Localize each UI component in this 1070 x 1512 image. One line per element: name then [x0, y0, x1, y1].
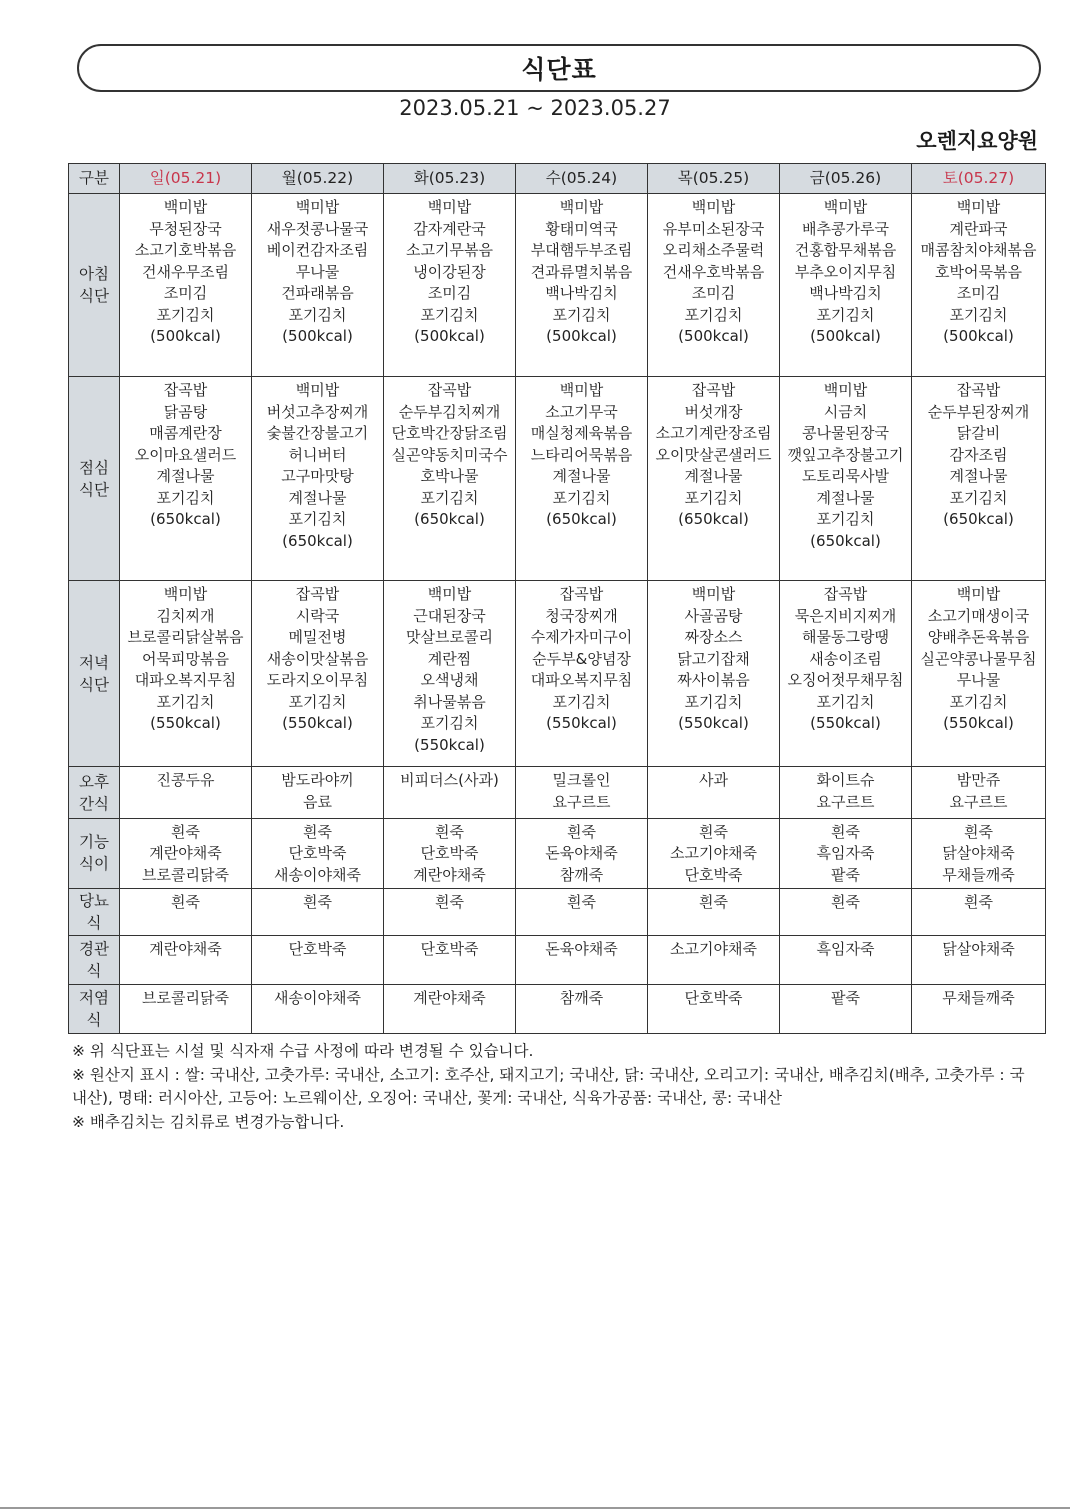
menu-cell [780, 818, 912, 888]
menu-cell-text: 백미밥 새우젓콩나물국 베이컨감자조림 무나물 건파래볶음 포기김치 (500kcal) [266, 198, 369, 345]
menu-cell-text: 밤만쥬 요구르트 [949, 771, 1008, 811]
menu-cell [120, 377, 252, 581]
menu-cell [912, 818, 1046, 888]
menu-cell-text: 계란야채죽 [413, 988, 486, 1007]
menu-cell [648, 581, 780, 767]
row-label-tube-feeding: 경관 식 [69, 936, 120, 984]
menu-cell-text: 흑임자죽 [816, 940, 875, 959]
menu-cell [384, 889, 516, 936]
menu-cell-text: 소고기야채죽 [670, 940, 757, 959]
row-label-low-sodium: 저염 식 [69, 984, 120, 1033]
day-header-sun: 일(05.21) [120, 164, 252, 194]
menu-cell [252, 377, 384, 581]
row-label-functional-diet: 기능 식이 [69, 818, 120, 888]
menu-cell-text: 흰죽 닭살야채죽 무채들깨죽 [942, 822, 1015, 884]
menu-cell [648, 889, 780, 936]
notes [72, 1040, 1032, 1134]
menu-cell [120, 818, 252, 888]
menu-cell-text: 백미밥 감자계란국 소고기무볶음 냉이강된장 조미김 포기김치 (500kcal) [406, 198, 493, 345]
menu-cell-text: 잡곡밥 묵은지비지찌개 해물동그랑땡 새송이조림 오징어젓무채무침 포기김치 (550kcal) [787, 585, 904, 733]
menu-cell-text: 단호박죽 [684, 988, 743, 1007]
day-header-fri: 금(05.26) [780, 164, 912, 194]
menu-cell-text: 백미밥 배추콩가루국 건홍합무채볶음 부추오이지무침 백나박김치 포기김치 (500kcal) [794, 198, 897, 345]
menu-cell-text: 잡곡밥 닭곰탕 매콤계란장 오이마요샐러드 계절나물 포기김치 (650kcal) [134, 381, 237, 529]
menu-cell-text: 백미밥 사골곰탕 짜장소스 닭고기잡채 짜사이볶음 포기김치 (550kcal) [677, 585, 750, 733]
table-row [69, 889, 1046, 936]
menu-cell [780, 581, 912, 767]
menu-cell-text: 단호박죽 [288, 940, 347, 959]
menu-cell [780, 936, 912, 984]
menu-cell-text: 흰죽 소고기야채죽 단호박죽 [670, 822, 757, 884]
menu-cell [648, 818, 780, 888]
row-label-snack: 오후 간식 [69, 767, 120, 818]
menu-cell [648, 767, 780, 818]
menu-cell-text: 흰죽 [831, 893, 860, 912]
table-row [69, 936, 1046, 984]
menu-cell [648, 936, 780, 984]
menu-cell-text: 비피더스(사과) [400, 771, 499, 790]
menu-cell-text: 단호박죽 [420, 940, 479, 959]
menu-cell-text: 참깨죽 [559, 988, 604, 1007]
note-change: ※ 위 식단표는 시설 및 식자재 수급 사정에 따라 변경될 수 있습니다. [72, 1042, 534, 1060]
note-kimchi: ※ 배추김치는 김치류로 변경가능합니다. [72, 1112, 345, 1131]
menu-cell [516, 581, 648, 767]
day-header-thu: 목(05.25) [648, 164, 780, 194]
page-title: 식단표 [521, 55, 597, 84]
menu-cell-text: 잡곡밥 순두부된장찌개 닭갈비 감자조림 계절나물 포기김치 (650kcal) [927, 381, 1030, 529]
menu-cell [648, 194, 780, 377]
menu-cell-text: 흰죽 단호박죽 새송이야채죽 [274, 822, 361, 884]
menu-cell-text: 백미밥 계란파국 매콤참치야채볶음 호박어묵볶음 조미김 포기김치 (500kcal) [920, 198, 1037, 345]
menu-cell [252, 936, 384, 984]
menu-cell-text: 진콩두유 [156, 771, 215, 790]
menu-cell [252, 889, 384, 936]
menu-cell [384, 818, 516, 888]
menu-cell [780, 767, 912, 818]
day-header-wed: 수(05.24) [516, 164, 648, 194]
menu-cell [384, 581, 516, 767]
row-label-dinner: 저녁 식단 [69, 581, 120, 767]
table-row [69, 818, 1046, 888]
menu-cell-text: 백미밥 시금치 콩나물된장국 깻잎고추장불고기 도토리묵사발 계절나물 포기김치 (650kcal) [787, 381, 904, 550]
menu-cell [912, 767, 1046, 818]
menu-cell-text: 백미밥 버섯고추장찌개 숯불간장불고기 허니버터 고구마맛탕 계절나물 포기김치 (650kcal) [266, 381, 369, 550]
menu-cell [780, 194, 912, 377]
menu-cell-text: 잡곡밥 순두부김치찌개 단호박간장닭조림 실곤약동치미국수 호박나물 포기김치 (650kcal) [391, 381, 508, 529]
menu-cell [120, 889, 252, 936]
menu-cell-text: 밀크롤인 요구르트 [552, 771, 611, 811]
table-row [69, 984, 1046, 1033]
table-row [69, 377, 1046, 581]
menu-cell-text: 백미밥 황태미역국 부대햄두부조림 견과류멸치볶음 백나박김치 포기김치 (500kcal) [530, 198, 633, 345]
menu-cell-text: 밤도라야끼 음료 [281, 771, 354, 811]
menu-cell [516, 194, 648, 377]
menu-cell [120, 581, 252, 767]
menu-cell-text: 흰죽 [171, 893, 200, 912]
date-range: 2023.05.21 ~ 2023.05.27 [399, 96, 671, 120]
day-header-sat: 토(05.27) [912, 164, 1046, 194]
menu-cell-text: 백미밥 소고기무국 매실청제육볶음 느타리어묵볶음 계절나물 포기김치 (650kcal) [530, 381, 633, 529]
menu-cell [912, 194, 1046, 377]
menu-cell [120, 194, 252, 377]
corner-label: 구분 [69, 164, 120, 194]
menu-cell [252, 984, 384, 1033]
menu-table [68, 163, 1046, 1034]
menu-cell-text: 백미밥 근대된장국 맛살브로콜리 계란찜 오색냉채 취나물볶음 포기김치 (550kcal) [406, 585, 493, 754]
menu-cell-text: 잡곡밥 시락국 메밀전병 새송이맛살볶음 도라지오이무침 포기김치 (550kcal) [266, 585, 369, 733]
day-header-tue: 화(05.23) [384, 164, 516, 194]
menu-cell [912, 984, 1046, 1033]
row-label-diabetic-diet: 당뇨 식 [69, 889, 120, 936]
menu-cell [516, 936, 648, 984]
menu-cell-text: 잡곡밥 청국장찌개 수제가자미구이 순두부&양념장 대파오복지무침 포기김치 (550kcal) [530, 585, 633, 733]
menu-cell [780, 377, 912, 581]
menu-cell-text: 흰죽 [303, 893, 332, 912]
menu-cell [384, 767, 516, 818]
menu-cell [384, 194, 516, 377]
menu-cell-text: 새송이야채죽 [274, 988, 361, 1007]
menu-cell-text: 무채들깨죽 [942, 988, 1015, 1007]
menu-cell [120, 936, 252, 984]
menu-cell-text: 백미밥 유부미소된장국 오리채소주물럭 건새우호박볶음 조미김 포기김치 (500kcal) [662, 198, 765, 345]
menu-cell [912, 889, 1046, 936]
menu-cell [384, 984, 516, 1033]
organization-name: 오렌지요양원 [916, 129, 1038, 153]
menu-cell [780, 984, 912, 1033]
menu-cell-text: 팥죽 [831, 988, 860, 1007]
menu-cell-text: 백미밥 무청된장국 소고기호박볶음 건새우무조림 조미김 포기김치 (500kcal) [134, 198, 237, 345]
menu-cell-text: 돈육야채죽 [545, 940, 618, 959]
menu-cell [384, 377, 516, 581]
menu-cell-text: 흰죽 [699, 893, 728, 912]
menu-cell [120, 767, 252, 818]
menu-cell [252, 767, 384, 818]
menu-cell-text: 잡곡밥 버섯개장 소고기계란장조림 오이맛살콘샐러드 계절나물 포기김치 (650kcal) [655, 381, 772, 529]
table-row [69, 581, 1046, 767]
menu-cell [252, 194, 384, 377]
menu-cell [912, 377, 1046, 581]
menu-cell-text: 흰죽 [964, 893, 993, 912]
menu-cell [252, 581, 384, 767]
menu-cell-text: 사과 [699, 771, 728, 790]
menu-cell-text: 닭살야채죽 [942, 940, 1015, 959]
menu-cell-text: 흰죽 흑임자죽 팥죽 [816, 822, 875, 884]
menu-cell [912, 581, 1046, 767]
menu-cell [648, 984, 780, 1033]
menu-cell [780, 889, 912, 936]
row-label-breakfast: 아침 식단 [69, 194, 120, 377]
menu-cell-text: 흰죽 계란야채죽 브로콜리닭죽 [142, 822, 229, 884]
table-header-row [69, 164, 1046, 194]
menu-cell-text: 백미밥 소고기매생이국 양배추돈육볶음 실곤약콩나물무침 무나물 포기김치 (550kcal) [920, 585, 1037, 733]
table-row [69, 767, 1046, 818]
menu-cell-text: 흰죽 단호박죽 계란야채죽 [413, 822, 486, 884]
menu-cell-text: 계란야채죽 [149, 940, 222, 959]
day-header-mon: 월(05.22) [252, 164, 384, 194]
menu-cell-text: 흰죽 돈육야채죽 참깨죽 [545, 822, 618, 884]
menu-cell [384, 936, 516, 984]
menu-cell [516, 818, 648, 888]
menu-cell [648, 377, 780, 581]
menu-cell [516, 767, 648, 818]
page-edge-line [0, 1507, 1070, 1509]
menu-cell-text: 브로콜리닭죽 [142, 988, 229, 1007]
menu-cell [120, 984, 252, 1033]
menu-cell [252, 818, 384, 888]
note-origin: ※ 원산지 표시 : 쌀: 국내산, 고춧가루: 국내산, 소고기: 호주산, 돼지고기; 국내산, 닭: 국내산, 오리고기: 국내산, 배추김치(배추, 고춧가루 : 국내산), 명태: 러시아산, 고등어: 노르웨이산, 오징어: 국내산, 꽃게: 국내산, 식육가공품: 국내산, 콩: 국내산 [72, 1065, 1025, 1107]
menu-cell-text: 백미밥 김치찌개 브로콜리닭살볶음 어묵피망볶음 대파오복지무침 포기김치 (550kcal) [127, 585, 244, 733]
menu-cell-text: 흰죽 [435, 893, 464, 912]
menu-cell [516, 377, 648, 581]
menu-cell [912, 936, 1046, 984]
menu-cell [516, 984, 648, 1033]
menu-cell-text: 화이트슈 요구르트 [816, 771, 875, 811]
row-label-lunch: 점심 식단 [69, 377, 120, 581]
title-banner [77, 44, 1041, 92]
table-row [69, 194, 1046, 377]
menu-cell-text: 흰죽 [567, 893, 596, 912]
menu-cell [516, 889, 648, 936]
